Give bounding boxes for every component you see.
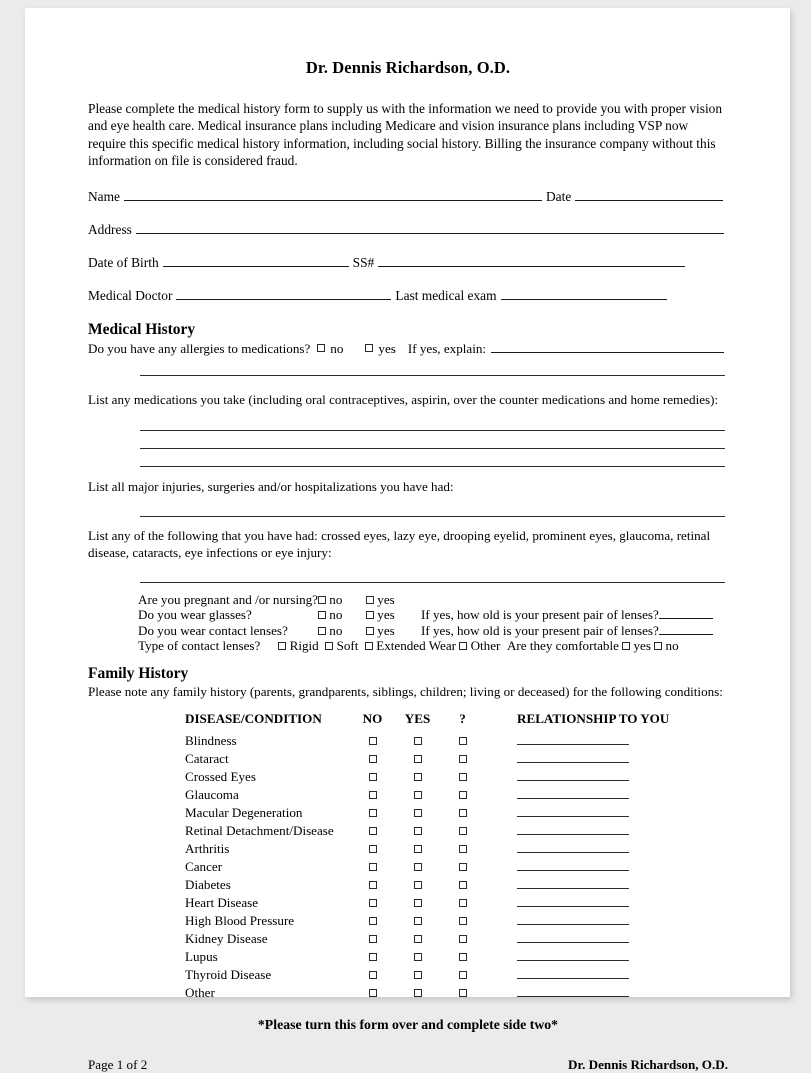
table-row [185,947,677,965]
field-row-dob-ss [88,255,728,271]
pregnant-no-checkbox[interactable] [318,596,326,604]
footer-practice-name: Dr. Dennis Richardson, O.D. [568,1056,728,1072]
relationship-input[interactable] [517,749,629,763]
relationship-input[interactable] [517,911,629,925]
relationship-input[interactable] [517,983,629,997]
lens-soft-checkbox[interactable] [325,642,333,650]
glasses-no-option[interactable] [318,607,366,622]
relationship-cell[interactable] [485,767,677,785]
no-checkbox[interactable] [369,809,377,817]
checkbox-cell-no[interactable] [350,749,395,767]
relationship-input[interactable] [517,875,629,889]
unknown-checkbox[interactable] [459,953,467,961]
table-row [185,965,677,983]
relationship-input[interactable] [517,785,629,799]
yes-checkbox[interactable] [414,809,422,817]
column-header-relationship: RELATIONSHIP TO YOU [517,710,670,726]
name-label: Name [88,189,120,205]
checkbox-cell-unknown[interactable] [440,821,485,839]
lens-soft-label: Soft [336,637,359,653]
lens-other-label: Other [470,637,501,653]
name-input[interactable] [124,189,542,201]
relationship-cell[interactable] [485,965,677,983]
date-of-birth-input[interactable] [163,255,349,267]
checkbox-cell-yes[interactable] [395,893,440,911]
lens-other-checkbox[interactable] [459,642,467,650]
table-header-row [185,711,677,731]
lens-comfort-yes-checkbox[interactable] [622,642,630,650]
pregnant-no-option[interactable] [318,592,366,607]
table-row [185,983,677,1001]
yes-checkbox[interactable] [414,935,422,943]
no-checkbox[interactable] [369,755,377,763]
medications-line-2[interactable] [140,431,725,449]
pregnant-yes-label: yes [377,592,395,608]
medications-prompt: List any medications you take (including oral contraceptives, aspirin, over the counter medications and home remedies): [88,391,719,407]
condition-label: Lupus [185,948,218,964]
unknown-checkbox[interactable] [459,755,467,763]
section-heading-medical-history: Medical History [88,321,196,339]
checkbox-cell-unknown[interactable] [440,749,485,767]
field-row-doctor-exam [88,288,728,304]
table-row [185,875,677,893]
lens-comfort-label: Are they comfortable [506,637,619,653]
no-checkbox[interactable] [369,791,377,799]
glasses-no-checkbox[interactable] [318,611,326,619]
relationship-cell[interactable] [485,911,677,929]
no-checkbox[interactable] [369,845,377,853]
ssn-label: SS# [352,255,375,271]
checkbox-cell-unknown[interactable] [440,947,485,965]
no-checkbox[interactable] [369,827,377,835]
relationship-cell[interactable] [485,785,677,803]
relationship-cell[interactable] [485,749,677,767]
relationship-cell[interactable] [485,839,677,857]
lens-extended-wear-checkbox[interactable] [365,642,373,650]
page-footer [88,1057,728,1073]
checkbox-cell-yes[interactable] [395,929,440,947]
yes-checkbox[interactable] [414,755,422,763]
checkbox-cell-unknown[interactable] [440,785,485,803]
relationship-cell[interactable] [485,821,677,839]
condition-label: Blindness [185,732,237,748]
no-checkbox[interactable] [369,953,377,961]
checkbox-cell-unknown[interactable] [440,803,485,821]
allergies-explain-label: If yes, explain: [407,341,487,357]
table-row [185,767,677,785]
condition-label: Cancer [185,858,223,874]
no-checkbox[interactable] [369,773,377,781]
checkbox-cell-unknown[interactable] [440,929,485,947]
checkbox-cell-no[interactable] [350,803,395,821]
contacts-no-label: no [329,622,343,638]
relationship-input[interactable] [517,839,629,853]
table-row [185,839,677,857]
yes-checkbox[interactable] [414,917,422,925]
checkbox-cell-no[interactable] [350,947,395,965]
section-heading-family-history: Family History [88,664,189,682]
intro-paragraph: Please complete the medical history form to supply us with the information we need to provide you with proper vision and eye health care. Medical insurance plans including Medicare and vision insurance plans including VSP now require this specific medical history information, including social history. Billing the insurance company without this information on file is considered fraud. [88,101,723,168]
allergies-question-row [88,341,728,358]
question-row-contacts [138,623,728,638]
unknown-checkbox[interactable] [459,845,467,853]
yes-checkbox[interactable] [414,971,422,979]
checkbox-cell-no[interactable] [350,893,395,911]
lens-extended-wear-label: Extended Wear [376,637,456,653]
unknown-checkbox[interactable] [459,737,467,745]
glasses-age-prompt: If yes, how old is your present pair of lenses? [421,607,659,623]
no-checkbox[interactable] [369,917,377,925]
contacts-question-label: Do you wear contact lenses? [138,622,288,638]
checkbox-cell-unknown[interactable] [440,893,485,911]
no-checkbox[interactable] [369,971,377,979]
condition-label: Macular Degeneration [185,804,303,820]
contacts-no-checkbox[interactable] [318,627,326,635]
unknown-checkbox[interactable] [459,863,467,871]
checkbox-cell-unknown[interactable] [440,983,485,1001]
checkbox-cell-yes[interactable] [395,947,440,965]
checkbox-cell-no[interactable] [350,839,395,857]
checkbox-cell-yes[interactable] [395,839,440,857]
unknown-checkbox[interactable] [459,917,467,925]
ssn-input[interactable] [378,255,685,267]
column-header-disease: DISEASE/CONDITION [185,710,322,726]
eye-conditions-line-1[interactable] [140,561,725,583]
checkbox-cell-yes[interactable] [395,965,440,983]
lens-rigid-checkbox[interactable] [278,642,286,650]
relationship-input[interactable] [517,893,629,907]
table-row [185,893,677,911]
allergies-explain-line-2[interactable] [140,358,725,376]
pregnant-question-label: Are you pregnant and /or nursing? [138,592,318,608]
contacts-age-input[interactable] [659,624,713,635]
relationship-input[interactable] [517,767,629,781]
medications-line-3[interactable] [140,449,725,467]
checkbox-cell-yes[interactable] [395,857,440,875]
date-of-birth-label: Date of Birth [88,255,159,271]
lens-comfort-yes-label: yes [633,637,651,653]
table-row [185,929,677,947]
condition-label: High Blood Pressure [185,912,295,928]
condition-label: Other [185,984,215,1000]
page-indicator: Page 1 of 2 [88,1056,148,1072]
table-row [185,749,677,767]
checkbox-cell-no[interactable] [350,767,395,785]
lens-rigid-label: Rigid [289,637,319,653]
table-row [185,803,677,821]
form-page [25,8,790,1072]
eye-conditions-prompt: List any of the following that you have had: crossed eyes, lazy eye, drooping eyelid, prominent eyes, glaucoma, retinal disease, cataracts, eye infections or eye injury: [88,527,711,560]
checkbox-cell-no[interactable] [350,983,395,1001]
yes-checkbox[interactable] [414,989,422,997]
checkbox-cell-no[interactable] [350,965,395,983]
checkbox-cell-yes[interactable] [395,785,440,803]
condition-label: Cataract [185,750,229,766]
date-label: Date [545,189,572,205]
relationship-cell[interactable] [485,947,677,965]
question-row-contact-lens-type [138,638,728,653]
checkbox-cell-unknown[interactable] [440,875,485,893]
address-input[interactable] [136,222,724,234]
no-checkbox[interactable] [369,899,377,907]
lens-comfort-no-checkbox[interactable] [654,642,662,650]
condition-label: Diabetes [185,876,231,892]
medical-doctor-label: Medical Doctor [88,288,173,304]
contacts-no-option[interactable] [318,623,366,638]
condition-label: Heart Disease [185,894,259,910]
relationship-input[interactable] [517,857,629,871]
unknown-checkbox[interactable] [459,935,467,943]
relationship-input[interactable] [517,803,629,817]
lens-comfort-no-label: no [665,637,679,653]
medications-line-1[interactable] [140,408,725,431]
checkbox-cell-yes[interactable] [395,983,440,1001]
allergies-explain-input[interactable] [491,341,724,353]
contacts-yes-checkbox[interactable] [366,627,374,635]
checkbox-cell-yes[interactable] [395,803,440,821]
last-medical-exam-label: Last medical exam [395,288,497,304]
allergies-yes-label: yes [378,341,396,357]
yes-checkbox[interactable] [414,845,422,853]
relationship-cell[interactable] [485,893,677,911]
last-medical-exam-input[interactable] [501,288,667,300]
yes-checkbox[interactable] [414,791,422,799]
checkbox-cell-yes[interactable] [395,875,440,893]
relationship-cell[interactable] [485,875,677,893]
yes-checkbox[interactable] [414,953,422,961]
unknown-checkbox[interactable] [459,827,467,835]
yes-checkbox[interactable] [414,899,422,907]
contacts-yes-option[interactable] [366,623,421,638]
checkbox-cell-unknown[interactable] [440,731,485,749]
checkbox-cell-yes[interactable] [395,911,440,929]
yes-checkbox[interactable] [414,773,422,781]
glasses-no-label: no [329,607,343,623]
relationship-cell[interactable] [485,731,677,749]
checkbox-cell-no[interactable] [350,821,395,839]
field-row-address [88,222,728,238]
allergies-question-label: Do you have any allergies to medications? [88,341,311,357]
checkbox-cell-yes[interactable] [395,767,440,785]
turnover-notice: *Please turn this form over and complete side two* [257,1016,559,1032]
glasses-age-input[interactable] [659,608,713,619]
checkbox-cell-unknown[interactable] [440,857,485,875]
family-history-table [185,711,677,1001]
no-checkbox[interactable] [369,935,377,943]
checkbox-cell-no[interactable] [350,911,395,929]
pregnant-no-label: no [329,592,343,608]
checkbox-cell-yes[interactable] [395,821,440,839]
relationship-input[interactable] [517,929,629,943]
yes-checkbox[interactable] [414,827,422,835]
relationship-input[interactable] [517,731,629,745]
checkbox-cell-no[interactable] [350,857,395,875]
column-header-unknown: ? [459,710,466,726]
table-row [185,785,677,803]
condition-label: Retinal Detachment/Disease [185,822,334,838]
pregnant-yes-option[interactable] [366,592,421,607]
relationship-cell[interactable] [485,857,677,875]
address-label: Address [88,222,132,238]
unknown-checkbox[interactable] [459,773,467,781]
glasses-yes-checkbox[interactable] [366,611,374,619]
medical-doctor-input[interactable] [176,288,391,300]
table-row [185,821,677,839]
relationship-cell[interactable] [485,929,677,947]
relationship-cell[interactable] [485,803,677,821]
column-header-no: NO [362,710,383,726]
checkbox-cell-unknown[interactable] [440,911,485,929]
checkbox-cell-unknown[interactable] [440,767,485,785]
page-title: Dr. Dennis Richardson, O.D. [305,58,511,77]
unknown-checkbox[interactable] [459,791,467,799]
glasses-question-label: Do you wear glasses? [138,607,252,623]
relationship-input[interactable] [517,821,629,835]
no-checkbox[interactable] [369,737,377,745]
field-row-name-date [88,189,728,205]
pregnant-yes-checkbox[interactable] [366,596,374,604]
question-row-glasses [138,607,728,622]
unknown-checkbox[interactable] [459,989,467,997]
yes-checkbox[interactable] [414,737,422,745]
unknown-checkbox[interactable] [459,809,467,817]
injuries-line-1[interactable] [140,496,725,517]
checkbox-cell-yes[interactable] [395,749,440,767]
vision-questions-block [138,592,728,653]
unknown-checkbox[interactable] [459,899,467,907]
checkbox-cell-no[interactable] [350,875,395,893]
contacts-yes-label: yes [377,622,395,638]
checkbox-cell-no[interactable] [350,731,395,749]
condition-label: Glaucoma [185,786,239,802]
glasses-yes-option[interactable] [366,607,421,622]
yes-checkbox[interactable] [414,881,422,889]
contact-lens-type-label: Type of contact lenses? [138,637,261,653]
no-checkbox[interactable] [369,863,377,871]
relationship-input[interactable] [517,947,629,961]
column-header-yes: YES [404,710,431,726]
table-row [185,857,677,875]
condition-label: Arthritis [185,840,230,856]
condition-label: Thyroid Disease [185,966,272,982]
family-history-instruction: Please note any family history (parents, grandparents, siblings, children; living or deceased) for the following conditions: [88,683,723,699]
question-row-pregnant [138,592,728,607]
contacts-age-prompt: If yes, how old is your present pair of lenses? [421,622,659,638]
no-checkbox[interactable] [369,989,377,997]
relationship-cell[interactable] [485,983,677,1001]
condition-label: Crossed Eyes [185,768,256,784]
condition-label: Kidney Disease [185,930,268,946]
allergies-yes-checkbox[interactable] [365,344,373,352]
checkbox-cell-unknown[interactable] [440,965,485,983]
date-input[interactable] [575,189,723,201]
glasses-yes-label: yes [377,607,395,623]
yes-checkbox[interactable] [414,863,422,871]
no-checkbox[interactable] [369,881,377,889]
relationship-input[interactable] [517,965,629,979]
allergies-no-label: no [330,341,344,357]
form-content [88,58,728,1073]
unknown-checkbox[interactable] [459,881,467,889]
checkbox-cell-no[interactable] [350,929,395,947]
checkbox-cell-yes[interactable] [395,731,440,749]
table-row [185,731,677,749]
checkbox-cell-unknown[interactable] [440,839,485,857]
injuries-prompt: List all major injuries, surgeries and/or hospitalizations you have had: [88,479,454,495]
table-row [185,911,677,929]
unknown-checkbox[interactable] [459,971,467,979]
allergies-no-checkbox[interactable] [317,344,325,352]
checkbox-cell-no[interactable] [350,785,395,803]
